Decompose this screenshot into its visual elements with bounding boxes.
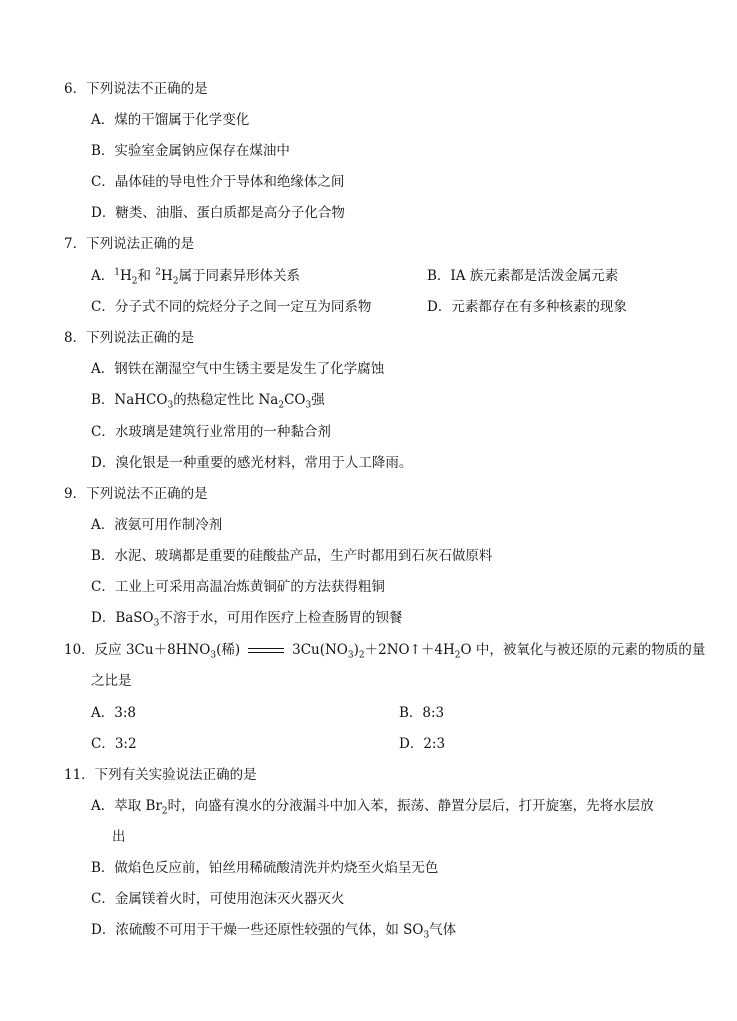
question-11-option-b: B．做焰色反应前，铂丝用稀硫酸清洗并灼烧至火焰呈无色	[91, 860, 439, 876]
question-7-option-d: D．元素都存在有多种核素的现象	[427, 299, 627, 315]
question-9-option-c: C．工业上可采用高温冶炼黄铜矿的方法获得粗铜	[91, 579, 385, 595]
question-10-option-d: D．2:3	[399, 736, 446, 752]
question-6-stem: 6．下列说法不正确的是	[64, 81, 208, 97]
question-11-option-c: C．金属镁着火时，可使用泡沫灭火器灭火	[91, 891, 345, 907]
question-11-stem: 11．下列有关实验说法正确的是	[64, 767, 257, 783]
question-10-stem: 10．反应 $3Cu+8HNO_3$(稀) $3Cu(NO_3)_2+2NO↑+4H_2O$ 中，被氧化与被还原的元素的物质的量	[64, 642, 706, 661]
question-7-option-b: B．IA 族元素都是活泼金属元素	[427, 268, 619, 284]
question-6-option-c: C．晶体硅的导电性介于导体和绝缘体之间	[91, 174, 345, 190]
question-6-option-b: B．实验室金属钠应保存在煤油中	[91, 143, 290, 159]
question-9-option-d: D．BaSO$_3$不溶于水，可用作医疗上检查肠胃的钡餐	[91, 610, 403, 629]
question-10-option-c: C．3:2	[91, 736, 137, 752]
question-8-option-d: D．溴化银是一种重要的感光材料，常用于人工降雨。	[91, 455, 413, 471]
question-6-option-a: A．煤的干馏属于化学变化	[91, 112, 250, 128]
question-7-option-a: A．$^1H_2$和 $^2H_2$属于同素异形体关系	[91, 267, 301, 287]
question-11-option-a-continued: 出	[112, 829, 126, 845]
question-11-option-d: D．浓硫酸不可用于干燥一些还原性较强的气体，如 $SO_3$气体	[91, 922, 457, 941]
question-8-option-b: B．NaHCO$_3$的热稳定性比 $Na_2CO_3$强	[91, 392, 325, 411]
question-9-stem: 9．下列说法不正确的是	[64, 486, 208, 502]
question-9-option-a: A．液氨可用作制冷剂	[91, 517, 223, 533]
question-10-option-a: A．3:8	[91, 705, 136, 721]
question-11-option-a: A．萃取 $Br_2$时，向盛有溴水的分液漏斗中加入苯，振荡、静置分层后，打开旋塞，先将水层放	[91, 798, 654, 817]
equals-sign-icon	[248, 647, 284, 655]
question-6-option-d: D．糖类、油脂、蛋白质都是高分子化合物	[91, 205, 345, 221]
question-7-stem: 7．下列说法正确的是	[64, 236, 195, 252]
question-8-option-a: A．钢铁在潮湿空气中生锈主要是发生了化学腐蚀	[91, 361, 385, 377]
question-7-option-c: C．分子式不同的烷烃分子之间一定互为同系物	[91, 299, 372, 315]
question-9-option-b: B．水泥、玻璃都是重要的硅酸盐产品，生产时都用到石灰石做原料	[91, 548, 493, 564]
question-8-stem: 8．下列说法正确的是	[64, 330, 195, 346]
question-10-option-b: B．8:3	[399, 705, 445, 721]
question-8-option-c: C．水玻璃是建筑行业常用的一种黏合剂	[91, 424, 331, 440]
question-10-stem-continued: 之比是	[91, 673, 132, 689]
